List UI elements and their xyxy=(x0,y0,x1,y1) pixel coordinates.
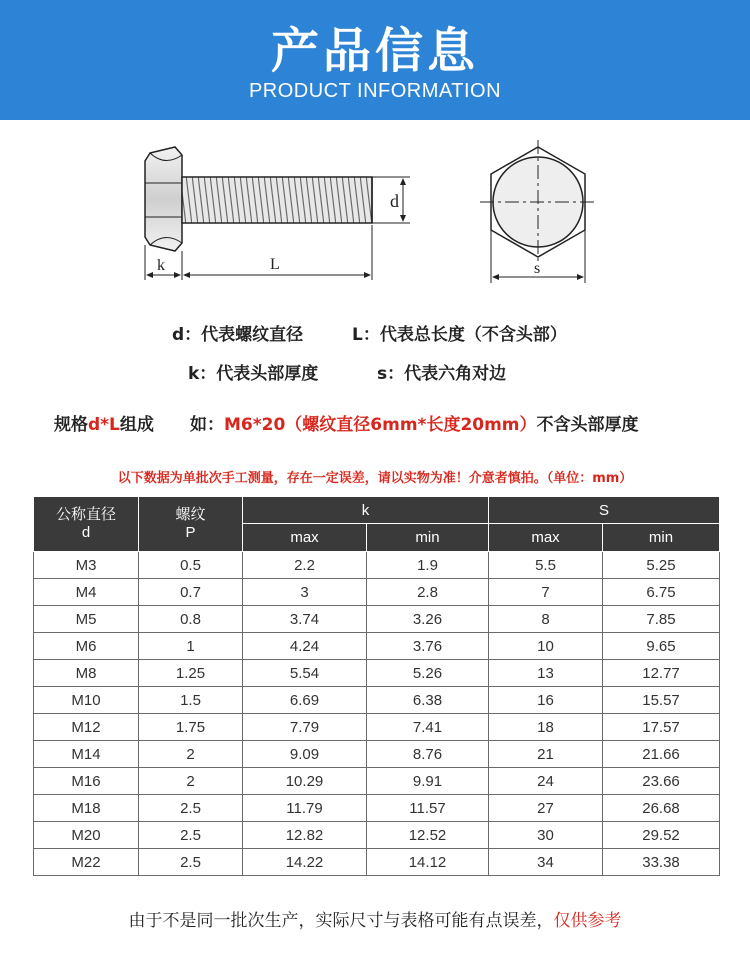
header-pitch-line1: 螺纹 xyxy=(175,506,206,523)
header-k: k xyxy=(243,497,489,524)
cell-diameter: M8 xyxy=(34,660,139,687)
cell-k-min: 5.26 xyxy=(367,660,489,687)
dimension-d xyxy=(372,177,410,223)
bolt-end-view xyxy=(480,140,596,283)
cell-s-min: 5.25 xyxy=(603,552,720,579)
cell-k-min: 1.9 xyxy=(367,552,489,579)
cell-s-max: 21 xyxy=(489,741,603,768)
cell-s-max: 13 xyxy=(489,660,603,687)
cell-k-min: 2.8 xyxy=(367,579,489,606)
cell-k-max: 11.79 xyxy=(243,795,367,822)
table-row xyxy=(34,606,720,633)
cell-k-min: 3.26 xyxy=(367,606,489,633)
spec-example-suffix: 不含头部厚度 xyxy=(536,415,639,435)
footer-highlight: 仅供参考 xyxy=(553,911,622,931)
spec-table-body xyxy=(34,552,720,876)
cell-s-max: 5.5 xyxy=(489,552,603,579)
cell-pitch: 0.7 xyxy=(139,579,243,606)
table-row xyxy=(34,687,720,714)
cell-s-max: 34 xyxy=(489,849,603,876)
table-row xyxy=(34,714,720,741)
dimension-k-label: k xyxy=(157,257,165,274)
cell-k-max: 5.54 xyxy=(243,660,367,687)
cell-s-max: 7 xyxy=(489,579,603,606)
cell-k-min: 6.38 xyxy=(367,687,489,714)
cell-s-max: 18 xyxy=(489,714,603,741)
spec-prefix: 规格 xyxy=(54,415,88,435)
header-diameter xyxy=(34,497,139,552)
header-banner xyxy=(0,0,750,120)
page-title: 产品信息 xyxy=(270,23,479,79)
header-s-min: min xyxy=(603,524,720,552)
page-subtitle: PRODUCT INFORMATION xyxy=(248,80,502,102)
footer-disclaimer xyxy=(0,906,750,931)
cell-pitch: 2.5 xyxy=(139,795,243,822)
cell-pitch: 2 xyxy=(139,741,243,768)
header-k-max: max xyxy=(243,524,367,552)
table-row xyxy=(34,795,720,822)
cell-k-max: 3.74 xyxy=(243,606,367,633)
header-pitch xyxy=(139,497,243,552)
header-diameter-line1: 公称直径 xyxy=(55,506,116,523)
cell-k-max: 12.82 xyxy=(243,822,367,849)
cell-pitch: 1.25 xyxy=(139,660,243,687)
header-s: S xyxy=(489,497,720,524)
cell-k-max: 2.2 xyxy=(243,552,367,579)
cell-s-max: 8 xyxy=(489,606,603,633)
cell-s-min: 26.68 xyxy=(603,795,720,822)
cell-pitch: 2.5 xyxy=(139,822,243,849)
cell-s-min: 33.38 xyxy=(603,849,720,876)
bolt-diagram xyxy=(0,125,750,295)
cell-k-min: 14.12 xyxy=(367,849,489,876)
cell-diameter: M5 xyxy=(34,606,139,633)
cell-diameter: M22 xyxy=(34,849,139,876)
spec-example-label: 如： xyxy=(190,415,224,435)
cell-k-min: 9.91 xyxy=(367,768,489,795)
bolt-side-view xyxy=(145,147,372,251)
cell-k-max: 7.79 xyxy=(243,714,367,741)
dimension-L-label: L xyxy=(270,256,280,273)
cell-pitch: 0.8 xyxy=(139,606,243,633)
cell-diameter: M12 xyxy=(34,714,139,741)
cell-s-min: 21.66 xyxy=(603,741,720,768)
spec-formula-suffix: 组成 xyxy=(119,415,154,435)
measurement-note: 以下数据为单批次手工测量，存在一定误差，请以实物为准！介意者慎拍。（单位：mm） xyxy=(117,471,633,486)
cell-s-max: 24 xyxy=(489,768,603,795)
cell-s-min: 12.77 xyxy=(603,660,720,687)
dimension-d-label: d xyxy=(390,191,399,211)
cell-s-min: 17.57 xyxy=(603,714,720,741)
table-row xyxy=(34,579,720,606)
cell-s-min: 23.66 xyxy=(603,768,720,795)
table-row xyxy=(34,633,720,660)
cell-k-max: 4.24 xyxy=(243,633,367,660)
cell-pitch: 1 xyxy=(139,633,243,660)
cell-diameter: M10 xyxy=(34,687,139,714)
cell-s-min: 15.57 xyxy=(603,687,720,714)
table-row xyxy=(34,660,720,687)
cell-pitch: 2 xyxy=(139,768,243,795)
cell-diameter: M16 xyxy=(34,768,139,795)
header-k-min: min xyxy=(367,524,489,552)
cell-pitch: 2.5 xyxy=(139,849,243,876)
spec-table xyxy=(33,496,720,876)
cell-k-max: 3 xyxy=(243,579,367,606)
cell-k-min: 8.76 xyxy=(367,741,489,768)
cell-s-min: 6.75 xyxy=(603,579,720,606)
cell-pitch: 1.75 xyxy=(139,714,243,741)
cell-k-max: 10.29 xyxy=(243,768,367,795)
cell-k-max: 6.69 xyxy=(243,687,367,714)
cell-k-max: 14.22 xyxy=(243,849,367,876)
cell-pitch: 0.5 xyxy=(139,552,243,579)
header-diameter-line2: d xyxy=(81,524,91,541)
cell-diameter: M20 xyxy=(34,822,139,849)
cell-k-min: 11.57 xyxy=(367,795,489,822)
cell-diameter: M6 xyxy=(34,633,139,660)
table-row xyxy=(34,768,720,795)
cell-diameter: M18 xyxy=(34,795,139,822)
cell-pitch: 1.5 xyxy=(139,687,243,714)
cell-k-min: 7.41 xyxy=(367,714,489,741)
legend-s: s：代表六角对边 xyxy=(377,364,507,384)
header-s-max: max xyxy=(489,524,603,552)
legend-L: L：代表总长度（不含头部） xyxy=(352,325,567,345)
cell-s-max: 16 xyxy=(489,687,603,714)
cell-s-max: 27 xyxy=(489,795,603,822)
footer-text: 由于不是同一批次生产，实际尺寸与表格可能有点误差， xyxy=(128,911,554,931)
table-row xyxy=(34,849,720,876)
table-row xyxy=(34,822,720,849)
cell-s-max: 30 xyxy=(489,822,603,849)
cell-s-min: 7.85 xyxy=(603,606,720,633)
spec-example: M6*20（螺纹直径6mm*长度20mm） xyxy=(224,415,537,435)
spec-formula: d*L xyxy=(88,415,120,435)
table-row xyxy=(34,741,720,768)
legend-d: d：代表螺纹直径 xyxy=(172,325,304,345)
cell-k-min: 12.52 xyxy=(367,822,489,849)
table-row xyxy=(34,552,720,579)
cell-s-max: 10 xyxy=(489,633,603,660)
cell-s-min: 29.52 xyxy=(603,822,720,849)
cell-s-min: 9.65 xyxy=(603,633,720,660)
legend-k: k：代表头部厚度 xyxy=(188,364,319,384)
dimension-s-label: s xyxy=(534,260,541,277)
header-pitch-line2: P xyxy=(185,524,196,541)
cell-k-min: 3.76 xyxy=(367,633,489,660)
cell-diameter: M3 xyxy=(34,552,139,579)
cell-diameter: M14 xyxy=(34,741,139,768)
cell-diameter: M4 xyxy=(34,579,139,606)
cell-k-max: 9.09 xyxy=(243,741,367,768)
